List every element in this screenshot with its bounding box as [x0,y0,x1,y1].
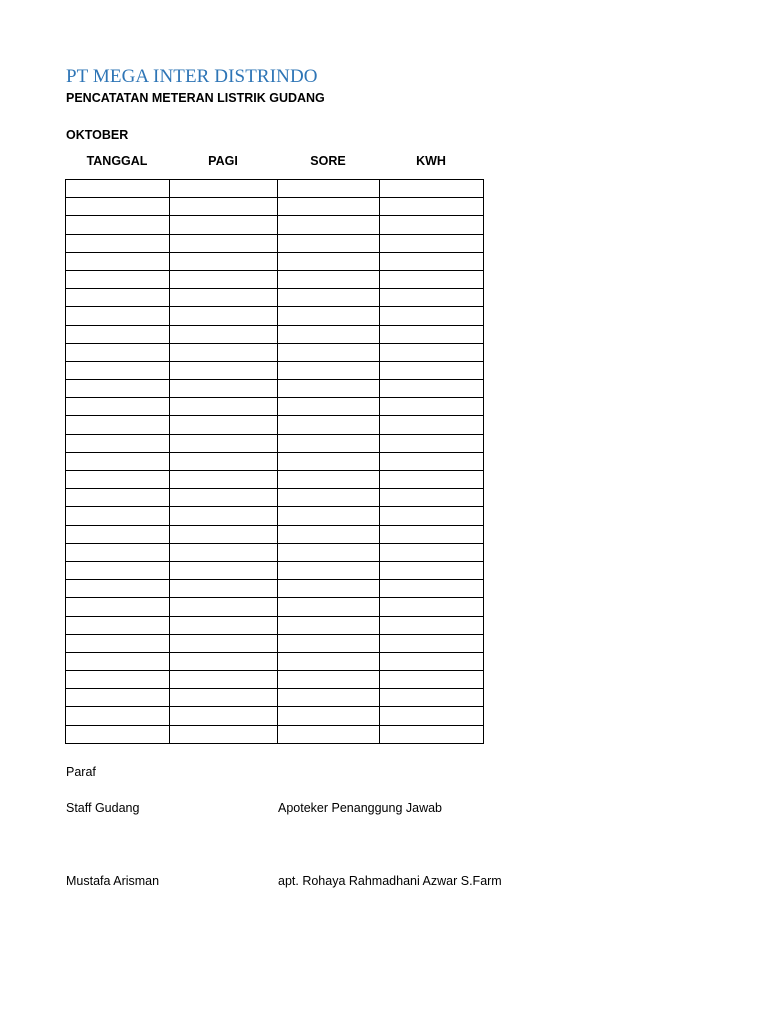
table-row [66,525,484,543]
table-cell-kwh [380,616,484,634]
table-row [66,507,484,525]
table-cell-tanggal [66,416,170,434]
table-cell-tanggal [66,198,170,216]
table-row [66,543,484,561]
month-label: OKTOBER [66,128,129,142]
table-cell-sore [278,380,380,398]
table-cell-pagi [170,289,278,307]
table-cell-kwh [380,489,484,507]
column-header-pagi: PAGI [208,154,238,168]
table-cell-tanggal [66,361,170,379]
table-cell-sore [278,689,380,707]
table-cell-pagi [170,307,278,325]
table-row [66,689,484,707]
table-cell-tanggal [66,180,170,198]
table-cell-kwh [380,471,484,489]
table-cell-kwh [380,361,484,379]
table-cell-kwh [380,216,484,234]
table-cell-sore [278,652,380,670]
table-cell-pagi [170,561,278,579]
table-cell-kwh [380,634,484,652]
table-cell-pagi [170,252,278,270]
table-cell-sore [278,452,380,470]
table-cell-pagi [170,216,278,234]
table-cell-pagi [170,452,278,470]
table-cell-pagi [170,616,278,634]
table-cell-pagi [170,525,278,543]
table-row [66,361,484,379]
table-cell-sore [278,598,380,616]
table-cell-sore [278,180,380,198]
table-cell-kwh [380,325,484,343]
apoteker-role-label: Apoteker Penanggung Jawab [278,801,443,815]
table-cell-tanggal [66,652,170,670]
table-cell-kwh [380,180,484,198]
table-cell-kwh [380,234,484,252]
table-cell-kwh [380,580,484,598]
table-row [66,289,484,307]
column-header-sore: SORE [310,154,346,168]
table-row [66,416,484,434]
table-cell-sore [278,307,380,325]
table-cell-kwh [380,452,484,470]
table-cell-tanggal [66,598,170,616]
table-cell-tanggal [66,525,170,543]
table-cell-pagi [170,234,278,252]
table-cell-tanggal [66,398,170,416]
table-cell-pagi [170,543,278,561]
table-cell-kwh [380,671,484,689]
table-cell-pagi [170,343,278,361]
table-cell-sore [278,634,380,652]
document-title: PENCATATAN METERAN LISTRIK GUDANG [66,91,325,105]
table-cell-sore [278,507,380,525]
table-row [66,452,484,470]
table-row [66,671,484,689]
table-cell-sore [278,325,380,343]
table-cell-pagi [170,689,278,707]
table-cell-pagi [170,598,278,616]
table-cell-sore [278,416,380,434]
table-cell-sore [278,252,380,270]
staff-signatory-name: Mustafa Arisman [66,874,160,888]
table-cell-tanggal [66,307,170,325]
table-cell-sore [278,343,380,361]
table-cell-pagi [170,325,278,343]
table-cell-pagi [170,416,278,434]
table-cell-sore [278,216,380,234]
table-cell-tanggal [66,434,170,452]
table-cell-kwh [380,707,484,725]
column-header-tanggal: TANGGAL [86,154,148,168]
table-cell-kwh [380,198,484,216]
table-cell-pagi [170,634,278,652]
table-cell-tanggal [66,616,170,634]
table-cell-pagi [170,652,278,670]
table-cell-pagi [170,580,278,598]
table-cell-tanggal [66,234,170,252]
table-cell-kwh [380,270,484,288]
paraf-label: Paraf [66,765,96,779]
table-row [66,398,484,416]
table-cell-tanggal [66,725,170,743]
table-cell-sore [278,398,380,416]
table-cell-kwh [380,689,484,707]
table-cell-sore [278,234,380,252]
table-cell-sore [278,471,380,489]
table-cell-kwh [380,507,484,525]
table-cell-sore [278,361,380,379]
table-row [66,198,484,216]
table-row [66,634,484,652]
table-row [66,580,484,598]
table-cell-pagi [170,725,278,743]
table-cell-kwh [380,380,484,398]
table-cell-tanggal [66,507,170,525]
table-cell-sore [278,671,380,689]
table-cell-pagi [170,471,278,489]
table-cell-kwh [380,343,484,361]
table-cell-tanggal [66,489,170,507]
meter-log-table [65,179,484,744]
table-cell-tanggal [66,270,170,288]
table-cell-kwh [380,289,484,307]
table-cell-tanggal [66,252,170,270]
table-cell-pagi [170,507,278,525]
table-cell-kwh [380,652,484,670]
table-cell-sore [278,707,380,725]
table-cell-kwh [380,598,484,616]
table-cell-kwh [380,525,484,543]
table-cell-sore [278,543,380,561]
table-row [66,707,484,725]
table-cell-sore [278,198,380,216]
table-cell-tanggal [66,380,170,398]
table-row [66,434,484,452]
table-cell-kwh [380,416,484,434]
table-row [66,234,484,252]
table-cell-sore [278,616,380,634]
table-cell-tanggal [66,216,170,234]
table-cell-tanggal [66,289,170,307]
staff-role-label: Staff Gudang [66,801,140,815]
table-row [66,598,484,616]
apoteker-signatory-name: apt. Rohaya Rahmadhani Azwar S.Farm [278,874,502,888]
table-row [66,216,484,234]
table-cell-pagi [170,270,278,288]
table-cell-pagi [170,380,278,398]
table-cell-pagi [170,398,278,416]
table-cell-kwh [380,561,484,579]
table-row [66,380,484,398]
table-cell-sore [278,270,380,288]
table-cell-tanggal [66,543,170,561]
table-cell-sore [278,434,380,452]
table-cell-tanggal [66,343,170,361]
table-row [66,616,484,634]
table-cell-tanggal [66,580,170,598]
company-name: PT MEGA INTER DISTRINDO [66,66,318,87]
table-cell-kwh [380,398,484,416]
table-cell-kwh [380,434,484,452]
table-row [66,725,484,743]
meter-log-body [66,180,484,744]
table-row [66,471,484,489]
table-row [66,270,484,288]
table-cell-tanggal [66,707,170,725]
table-cell-kwh [380,307,484,325]
table-row [66,343,484,361]
table-cell-sore [278,580,380,598]
table-cell-pagi [170,434,278,452]
table-cell-pagi [170,180,278,198]
table-row [66,561,484,579]
table-cell-sore [278,489,380,507]
table-row [66,652,484,670]
table-cell-tanggal [66,689,170,707]
table-cell-tanggal [66,325,170,343]
table-cell-tanggal [66,471,170,489]
table-cell-pagi [170,361,278,379]
table-cell-pagi [170,489,278,507]
table-cell-pagi [170,198,278,216]
table-row [66,325,484,343]
table-cell-kwh [380,725,484,743]
table-cell-sore [278,289,380,307]
table-cell-sore [278,725,380,743]
table-row [66,252,484,270]
table-row [66,489,484,507]
table-cell-kwh [380,543,484,561]
table-cell-pagi [170,707,278,725]
table-row [66,180,484,198]
table-cell-tanggal [66,452,170,470]
column-header-kwh: KWH [416,154,446,168]
table-cell-kwh [380,252,484,270]
table-cell-tanggal [66,634,170,652]
table-cell-tanggal [66,671,170,689]
table-cell-pagi [170,671,278,689]
table-cell-tanggal [66,561,170,579]
table-cell-sore [278,561,380,579]
table-cell-sore [278,525,380,543]
table-header [65,154,483,170]
table-row [66,307,484,325]
